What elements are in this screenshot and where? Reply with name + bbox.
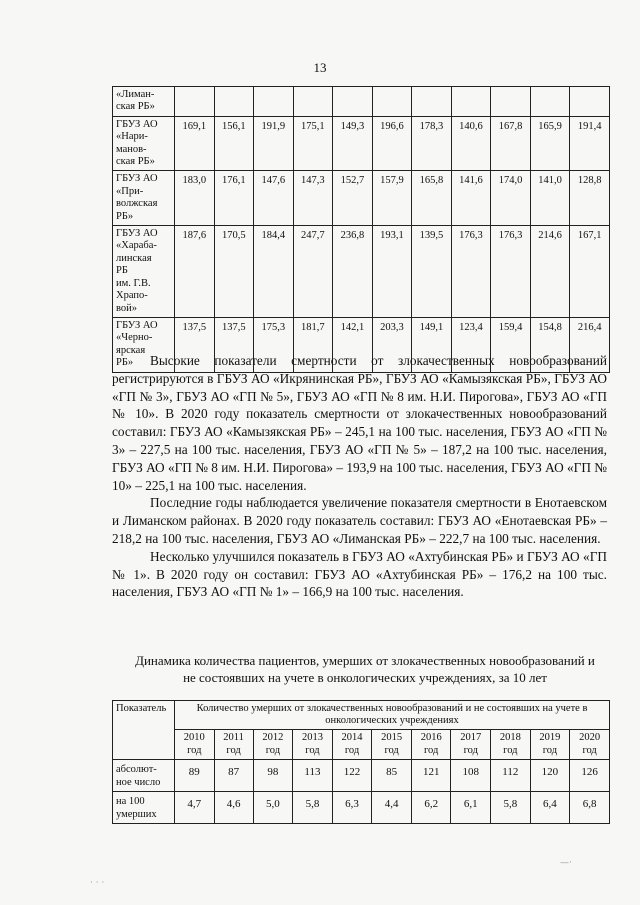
value-cell: 176,1 bbox=[214, 171, 254, 226]
value-cell: 140,6 bbox=[451, 116, 491, 171]
value-cell: 87 bbox=[214, 760, 253, 792]
row-name: «Лиман- ская РБ» bbox=[113, 87, 175, 117]
value-cell: 170,5 bbox=[214, 226, 254, 318]
value-cell: 169,1 bbox=[175, 116, 215, 171]
row-name: ГБУЗ АО «Хараба- линская РБ им. Г.В. Храпо- вой» bbox=[113, 226, 175, 318]
indicator-header: Показатель bbox=[113, 701, 175, 760]
year-header: 2017 год bbox=[451, 730, 491, 760]
table-caption: Динамика количества пациентов, умерших от злокачественных новообразований и не состоявших на учете в онкологических учреждениях, за 10 лет bbox=[135, 653, 595, 685]
value-cell bbox=[254, 87, 294, 117]
row-name: абсолют- ное число bbox=[113, 760, 175, 792]
value-cell: 165,9 bbox=[530, 116, 570, 171]
value-cell: 98 bbox=[253, 760, 293, 792]
value-cell: 6,1 bbox=[451, 792, 491, 824]
year-header: 2020 год bbox=[570, 730, 610, 760]
value-cell: 120 bbox=[530, 760, 570, 792]
paragraph: Последние годы наблюдается увеличение показателя смертности в Енотаевском и Лиманском районах. В 2020 году показатель составил: ГБУЗ АО «Енотаевская РБ» – 218,2 на 100 тыс. населения, ГБУЗ АО «Лиманская РБ» – 222,7 на 100 тыс. населения. bbox=[112, 495, 607, 546]
value-cell: 128,8 bbox=[570, 171, 610, 226]
table-row bbox=[113, 87, 610, 117]
value-cell: 122 bbox=[332, 760, 372, 792]
value-cell: 4,7 bbox=[175, 792, 215, 824]
value-cell: 5,8 bbox=[293, 792, 333, 824]
value-cell: 159,4 bbox=[491, 317, 531, 372]
year-header: 2011 год bbox=[214, 730, 253, 760]
value-cell: 6,3 bbox=[332, 792, 372, 824]
value-cell: 176,3 bbox=[491, 226, 531, 318]
value-cell: 6,4 bbox=[530, 792, 570, 824]
value-cell: 187,6 bbox=[175, 226, 215, 318]
value-cell: 147,6 bbox=[254, 171, 294, 226]
value-cell: 167,8 bbox=[491, 116, 531, 171]
value-cell bbox=[175, 87, 215, 117]
value-cell: 89 bbox=[175, 760, 215, 792]
value-cell: 236,8 bbox=[333, 226, 373, 318]
scan-artifact: · · · bbox=[90, 878, 105, 888]
row-name: ГБУЗ АО «Черно- ярская РБ» bbox=[113, 317, 175, 372]
value-cell: 203,3 bbox=[372, 317, 412, 372]
value-cell: 4,4 bbox=[372, 792, 412, 824]
value-cell: 191,9 bbox=[254, 116, 294, 171]
value-cell: 184,4 bbox=[254, 226, 294, 318]
value-cell: 193,1 bbox=[372, 226, 412, 318]
value-cell bbox=[451, 87, 491, 117]
year-header: 2010 год bbox=[175, 730, 215, 760]
value-cell bbox=[293, 87, 333, 117]
value-cell: 181,7 bbox=[293, 317, 333, 372]
value-cell: 154,8 bbox=[530, 317, 570, 372]
group-header: Количество умерших от злокачественных новообразований и не состоявших на учете в онкологических учреждениях bbox=[175, 701, 610, 730]
value-cell: 5,0 bbox=[253, 792, 293, 824]
year-header: 2019 год bbox=[530, 730, 570, 760]
value-cell: 174,0 bbox=[491, 171, 531, 226]
value-cell: 141,0 bbox=[530, 171, 570, 226]
value-cell: 183,0 bbox=[175, 171, 215, 226]
year-header: 2016 год bbox=[411, 730, 451, 760]
year-header: 2012 год bbox=[253, 730, 293, 760]
value-cell bbox=[412, 87, 452, 117]
value-cell: 157,9 bbox=[372, 171, 412, 226]
year-header: 2013 год bbox=[293, 730, 333, 760]
value-cell: 6,2 bbox=[411, 792, 451, 824]
value-cell: 4,6 bbox=[214, 792, 253, 824]
value-cell: 216,4 bbox=[570, 317, 610, 372]
value-cell: 141,6 bbox=[451, 171, 491, 226]
value-cell: 152,7 bbox=[333, 171, 373, 226]
value-cell: 156,1 bbox=[214, 116, 254, 171]
value-cell: 6,8 bbox=[570, 792, 610, 824]
value-cell: 139,5 bbox=[412, 226, 452, 318]
value-cell bbox=[491, 87, 531, 117]
value-cell bbox=[570, 87, 610, 117]
body-text bbox=[112, 352, 607, 601]
row-name: ГБУЗ АО «При- волжская РБ» bbox=[113, 171, 175, 226]
value-cell: 149,3 bbox=[333, 116, 373, 171]
value-cell: 175,3 bbox=[254, 317, 294, 372]
value-cell: 149,1 bbox=[412, 317, 452, 372]
value-cell bbox=[333, 87, 373, 117]
value-cell: 167,1 bbox=[570, 226, 610, 318]
table-row bbox=[113, 760, 610, 792]
value-cell: 175,1 bbox=[293, 116, 333, 171]
table-row bbox=[113, 226, 610, 318]
value-cell: 165,8 bbox=[412, 171, 452, 226]
value-cell: 123,4 bbox=[451, 317, 491, 372]
scan-artifact: —· bbox=[560, 858, 572, 868]
value-cell bbox=[372, 87, 412, 117]
year-header: 2015 год bbox=[372, 730, 412, 760]
paragraph: Высокие показатели смертности от злокачественных новообразований регистрируются в ГБУЗ АО «Икрянинская РБ», ГБУЗ АО «Камызякская РБ», ГБУЗ АО «ГП № 3», ГБУЗ АО «ГП № 5», ГБУЗ АО «ГП № 8 им. Н.И. Пирогова», ГБУЗ АО «ГП № 10». В 2020 году показатель смертности от злокачественных новообразований составил: ГБУЗ АО «Камызякская РБ» – 245,1 на 100 тыс. населения, ГБУЗ АО «ГП № 3» – 227,5 на 100 тыс. населения, ГБУЗ АО «ГП № 5» – 187,2 на 100 тыс. населения, ГБУЗ АО «ГП № 8 им. Н.И. Пирогова» – 193,9 на 100 тыс. населения, ГБУЗ АО «ГП № 10» – 225,1 на 100 тыс. населения. bbox=[112, 353, 607, 493]
row-name: ГБУЗ АО «Нари- манов- ская РБ» bbox=[113, 116, 175, 171]
value-cell: 121 bbox=[411, 760, 451, 792]
value-cell: 196,6 bbox=[372, 116, 412, 171]
value-cell: 5,8 bbox=[491, 792, 531, 824]
value-cell: 108 bbox=[451, 760, 491, 792]
value-cell: 142,1 bbox=[333, 317, 373, 372]
table-row bbox=[113, 171, 610, 226]
value-cell: 113 bbox=[293, 760, 333, 792]
value-cell: 112 bbox=[491, 760, 531, 792]
mortality-table bbox=[112, 86, 610, 373]
year-header: 2018 год bbox=[491, 730, 531, 760]
deaths-table bbox=[112, 700, 610, 824]
value-cell: 214,6 bbox=[530, 226, 570, 318]
value-cell: 137,5 bbox=[175, 317, 215, 372]
value-cell: 126 bbox=[570, 760, 610, 792]
value-cell: 247,7 bbox=[293, 226, 333, 318]
table-row bbox=[113, 116, 610, 171]
value-cell bbox=[530, 87, 570, 117]
value-cell: 137,5 bbox=[214, 317, 254, 372]
table-row bbox=[113, 792, 610, 824]
value-cell: 85 bbox=[372, 760, 412, 792]
value-cell: 191,4 bbox=[570, 116, 610, 171]
page-number: 13 bbox=[313, 60, 327, 75]
year-header: 2014 год bbox=[332, 730, 372, 760]
value-cell: 178,3 bbox=[412, 116, 452, 171]
value-cell: 147,3 bbox=[293, 171, 333, 226]
value-cell: 176,3 bbox=[451, 226, 491, 318]
row-name: на 100 умерших bbox=[113, 792, 175, 824]
value-cell bbox=[214, 87, 254, 117]
paragraph: Несколько улучшился показатель в ГБУЗ АО «Ахтубинская РБ» и ГБУЗ АО «ГП № 1». В 2020 году он составил: ГБУЗ АО «Ахтубинская РБ» – 176,2 на 100 тыс. населения, ГБУЗ АО «ГП № 1» – 166,9 на 100 тыс. населения. bbox=[112, 548, 607, 600]
